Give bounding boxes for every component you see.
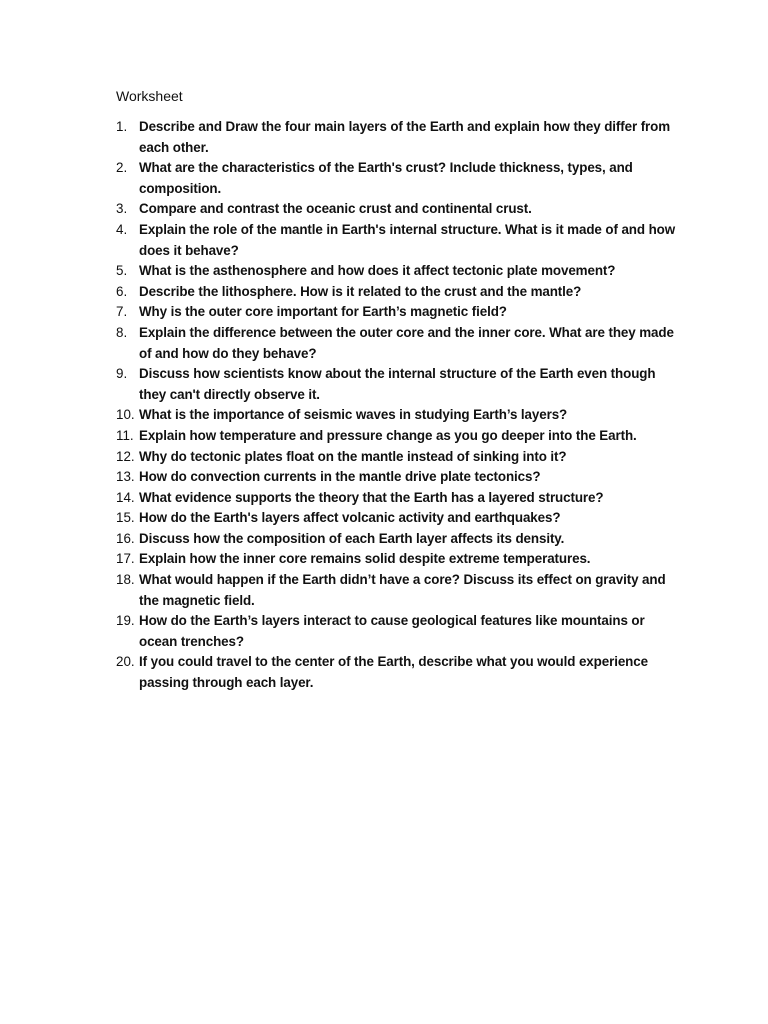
question-number: 10.: [116, 407, 135, 423]
question-number: 9.: [116, 366, 128, 382]
question-text: How do the Earth's layers affect volcanic activity and earthquakes?: [139, 510, 561, 526]
question-text: Describe the lithosphere. How is it related to the crust and the mantle?: [139, 283, 582, 299]
worksheet-title: Worksheet: [116, 88, 183, 104]
question-text: What would happen if the Earth didn’t have a core? Discuss its effect on gravity and the magnetic field.: [139, 572, 666, 608]
question-text: Explain how temperature and pressure change as you go deeper into the Earth.: [139, 427, 637, 443]
question-number: 18.: [116, 572, 135, 588]
question-number: 7.: [116, 304, 128, 320]
question-item: [116, 611, 686, 652]
question-text: Describe and Draw the four main layers of the Earth and explain how they differ from each other.: [139, 119, 671, 155]
question-text: What are the characteristics of the Earth's crust? Include thickness, types, and composition.: [139, 160, 633, 196]
question-item: [116, 426, 686, 447]
question-item: [116, 488, 686, 509]
question-item: [116, 220, 686, 261]
question-number: 15.: [116, 510, 135, 526]
question-text: What is the asthenosphere and how does it affect tectonic plate movement?: [139, 263, 616, 279]
question-number: 20.: [116, 654, 135, 670]
question-item: [116, 117, 686, 158]
question-item: [116, 302, 686, 323]
question-text: Explain the role of the mantle in Earth's internal structure. What is it made of and how does it behave?: [139, 221, 676, 258]
question-number: 12.: [116, 448, 135, 464]
question-text: Discuss how scientists know about the internal structure of the Earth even though they can't directly observe it.: [139, 366, 656, 402]
question-text: How do convection currents in the mantle drive plate tectonics?: [139, 469, 541, 485]
question-text: Explain the difference between the outer core and the inner core. What are they made of and how do they behave?: [139, 324, 674, 361]
question-list: [116, 117, 686, 694]
question-item: [116, 364, 686, 405]
question-text: Why do tectonic plates float on the mantle instead of sinking into it?: [139, 448, 567, 464]
question-number: 1.: [116, 119, 128, 134]
question-number: 19.: [116, 613, 135, 629]
question-number: 4.: [116, 221, 128, 237]
question-number: 17.: [116, 551, 135, 567]
question-item: [116, 549, 686, 570]
question-text: How do the Earth’s layers interact to cause geological features like mountains or ocean trenches?: [139, 613, 645, 649]
question-item: [116, 282, 686, 303]
question-item: [116, 570, 686, 611]
question-number: 11.: [116, 427, 134, 443]
question-item: [116, 652, 686, 693]
question-number: 6.: [116, 283, 128, 299]
question-number: 8.: [116, 324, 128, 340]
question-number: 3.: [116, 201, 128, 217]
question-text: What evidence supports the theory that the Earth has a layered structure?: [139, 489, 604, 505]
question-item: [116, 467, 686, 488]
question-text: Why is the outer core important for Earth’s magnetic field?: [139, 304, 507, 320]
question-number: 13.: [116, 469, 135, 485]
question-item: [116, 447, 686, 468]
question-item: [116, 508, 686, 529]
question-number: 2.: [116, 160, 128, 176]
question-number: 16.: [116, 530, 135, 546]
question-item: [116, 529, 686, 550]
question-item: [116, 323, 686, 364]
question-text: What is the importance of seismic waves in studying Earth’s layers?: [139, 407, 568, 423]
question-item: [116, 158, 686, 199]
question-item: [116, 405, 686, 426]
question-text: If you could travel to the center of the Earth, describe what you would experience passing through each layer.: [139, 654, 648, 691]
question-item: [116, 261, 686, 282]
question-item: [116, 199, 686, 220]
question-text: Compare and contrast the oceanic crust and continental crust.: [139, 201, 532, 217]
question-text: Explain how the inner core remains solid despite extreme temperatures.: [139, 551, 591, 567]
question-number: 5.: [116, 263, 128, 279]
question-number: 14.: [116, 489, 135, 505]
question-text: Discuss how the composition of each Earth layer affects its density.: [139, 530, 565, 546]
